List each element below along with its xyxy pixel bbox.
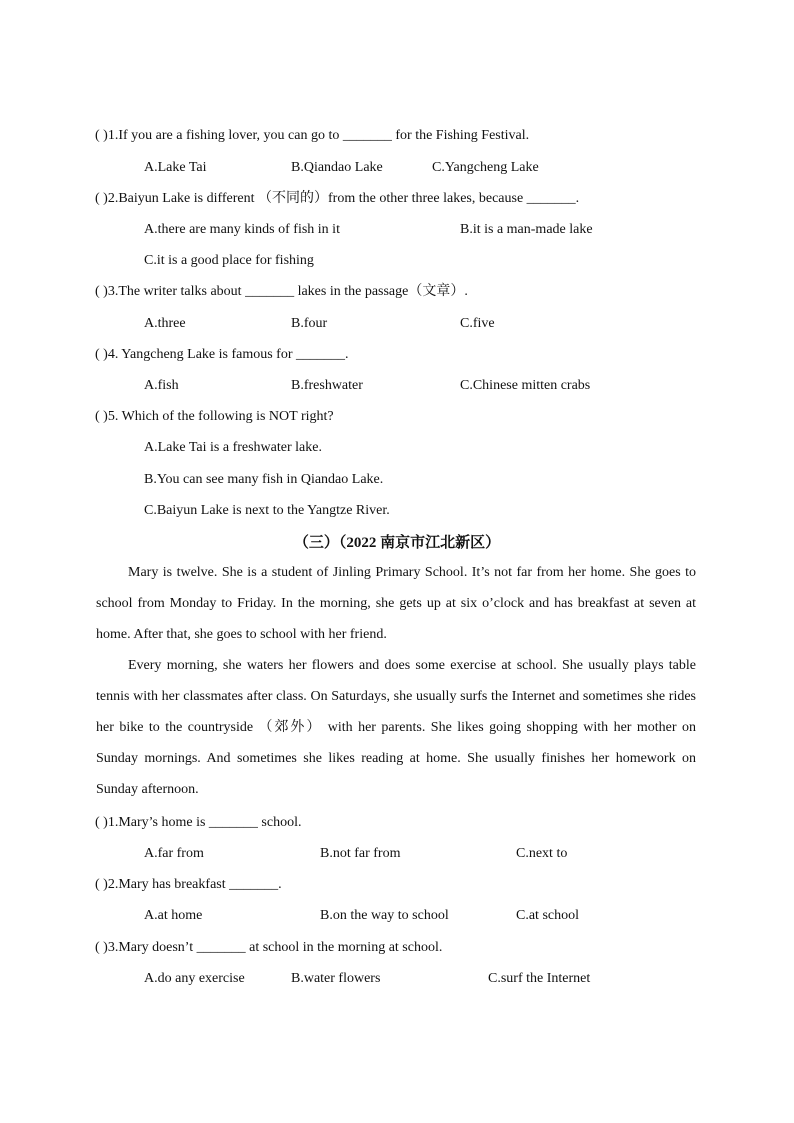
passage-paragraph-1: Mary is twelve. She is a student of Jinling Primary School. It’s not far from her home. She goes to school from Monday to Friday. In the morning, she gets up at six o’clock and has breakfast at seven at home. After that, she goes to school with her friend.	[96, 565, 696, 642]
q2-option-c: C.it is a good place for fishing	[144, 253, 314, 268]
s2-question-2: ( )2.Mary has breakfast _______.	[95, 877, 282, 892]
q1-option-b: B.Qiandao Lake	[291, 160, 383, 175]
q5-option-c: C.Baiyun Lake is next to the Yangtze River.	[144, 503, 390, 518]
s2-q2-option-b: B.on the way to school	[320, 908, 449, 923]
s2-q1-option-b: B.not far from	[320, 846, 401, 861]
s2-q1-option-a: A.far from	[144, 846, 204, 861]
q3-option-a: A.three	[144, 316, 186, 331]
q4-option-b: B.freshwater	[291, 378, 363, 393]
q3-option-c: C.five	[460, 316, 495, 331]
q2-option-b: B.it is a man-made lake	[460, 222, 593, 237]
q1-option-a: A.Lake Tai	[144, 160, 207, 175]
s2-q2-option-a: A.at home	[144, 908, 203, 923]
passage-paragraph-2: Every morning, she waters her flowers and does some exercise at school. She usually plays table tennis with her classmates after class. On Saturdays, she usually surfs the Internet and sometimes she rides her bike to the countryside （郊外） with her parents. She likes going shopping with her mother on Sunday mornings. And sometimes she likes reading at home. She usually finishes her homework on Sunday afternoon.	[96, 658, 696, 797]
q1-option-c: C.Yangcheng Lake	[432, 160, 539, 175]
question-2: ( )2.Baiyun Lake is different （不同的）from the other three lakes, because _______.	[95, 191, 580, 206]
question-1: ( )1.If you are a fishing lover, you can go to _______ for the Fishing Festival.	[95, 128, 530, 143]
s2-q1-option-c: C.next to	[516, 846, 568, 861]
s2-q2-option-c: C.at school	[516, 908, 579, 923]
reading-passage	[96, 557, 696, 805]
s2-question-1: ( )1.Mary’s home is _______ school.	[95, 815, 302, 830]
s2-q3-option-c: C.surf the Internet	[488, 971, 591, 986]
s2-question-3: ( )3.Mary doesn’t _______ at school in the morning at school.	[95, 940, 443, 955]
q5-option-b: B.You can see many fish in Qiandao Lake.	[144, 472, 384, 487]
q4-option-a: A.fish	[144, 378, 179, 393]
q2-option-a: A.there are many kinds of fish in it	[144, 222, 340, 237]
q5-option-a: A.Lake Tai is a freshwater lake.	[144, 440, 322, 455]
q4-option-c: C.Chinese mitten crabs	[460, 378, 591, 393]
question-3: ( )3.The writer talks about _______ lakes in the passage（文章）.	[95, 284, 468, 299]
s2-q3-option-a: A.do any exercise	[144, 971, 245, 986]
question-4: ( )4. Yangcheng Lake is famous for _______.	[95, 347, 349, 362]
section-heading: （三）（2022 南京市江北新区）	[293, 535, 501, 551]
question-5: ( )5. Which of the following is NOT right?	[95, 409, 334, 424]
q3-option-b: B.four	[291, 316, 328, 331]
s2-q3-option-b: B.water flowers	[291, 971, 381, 986]
